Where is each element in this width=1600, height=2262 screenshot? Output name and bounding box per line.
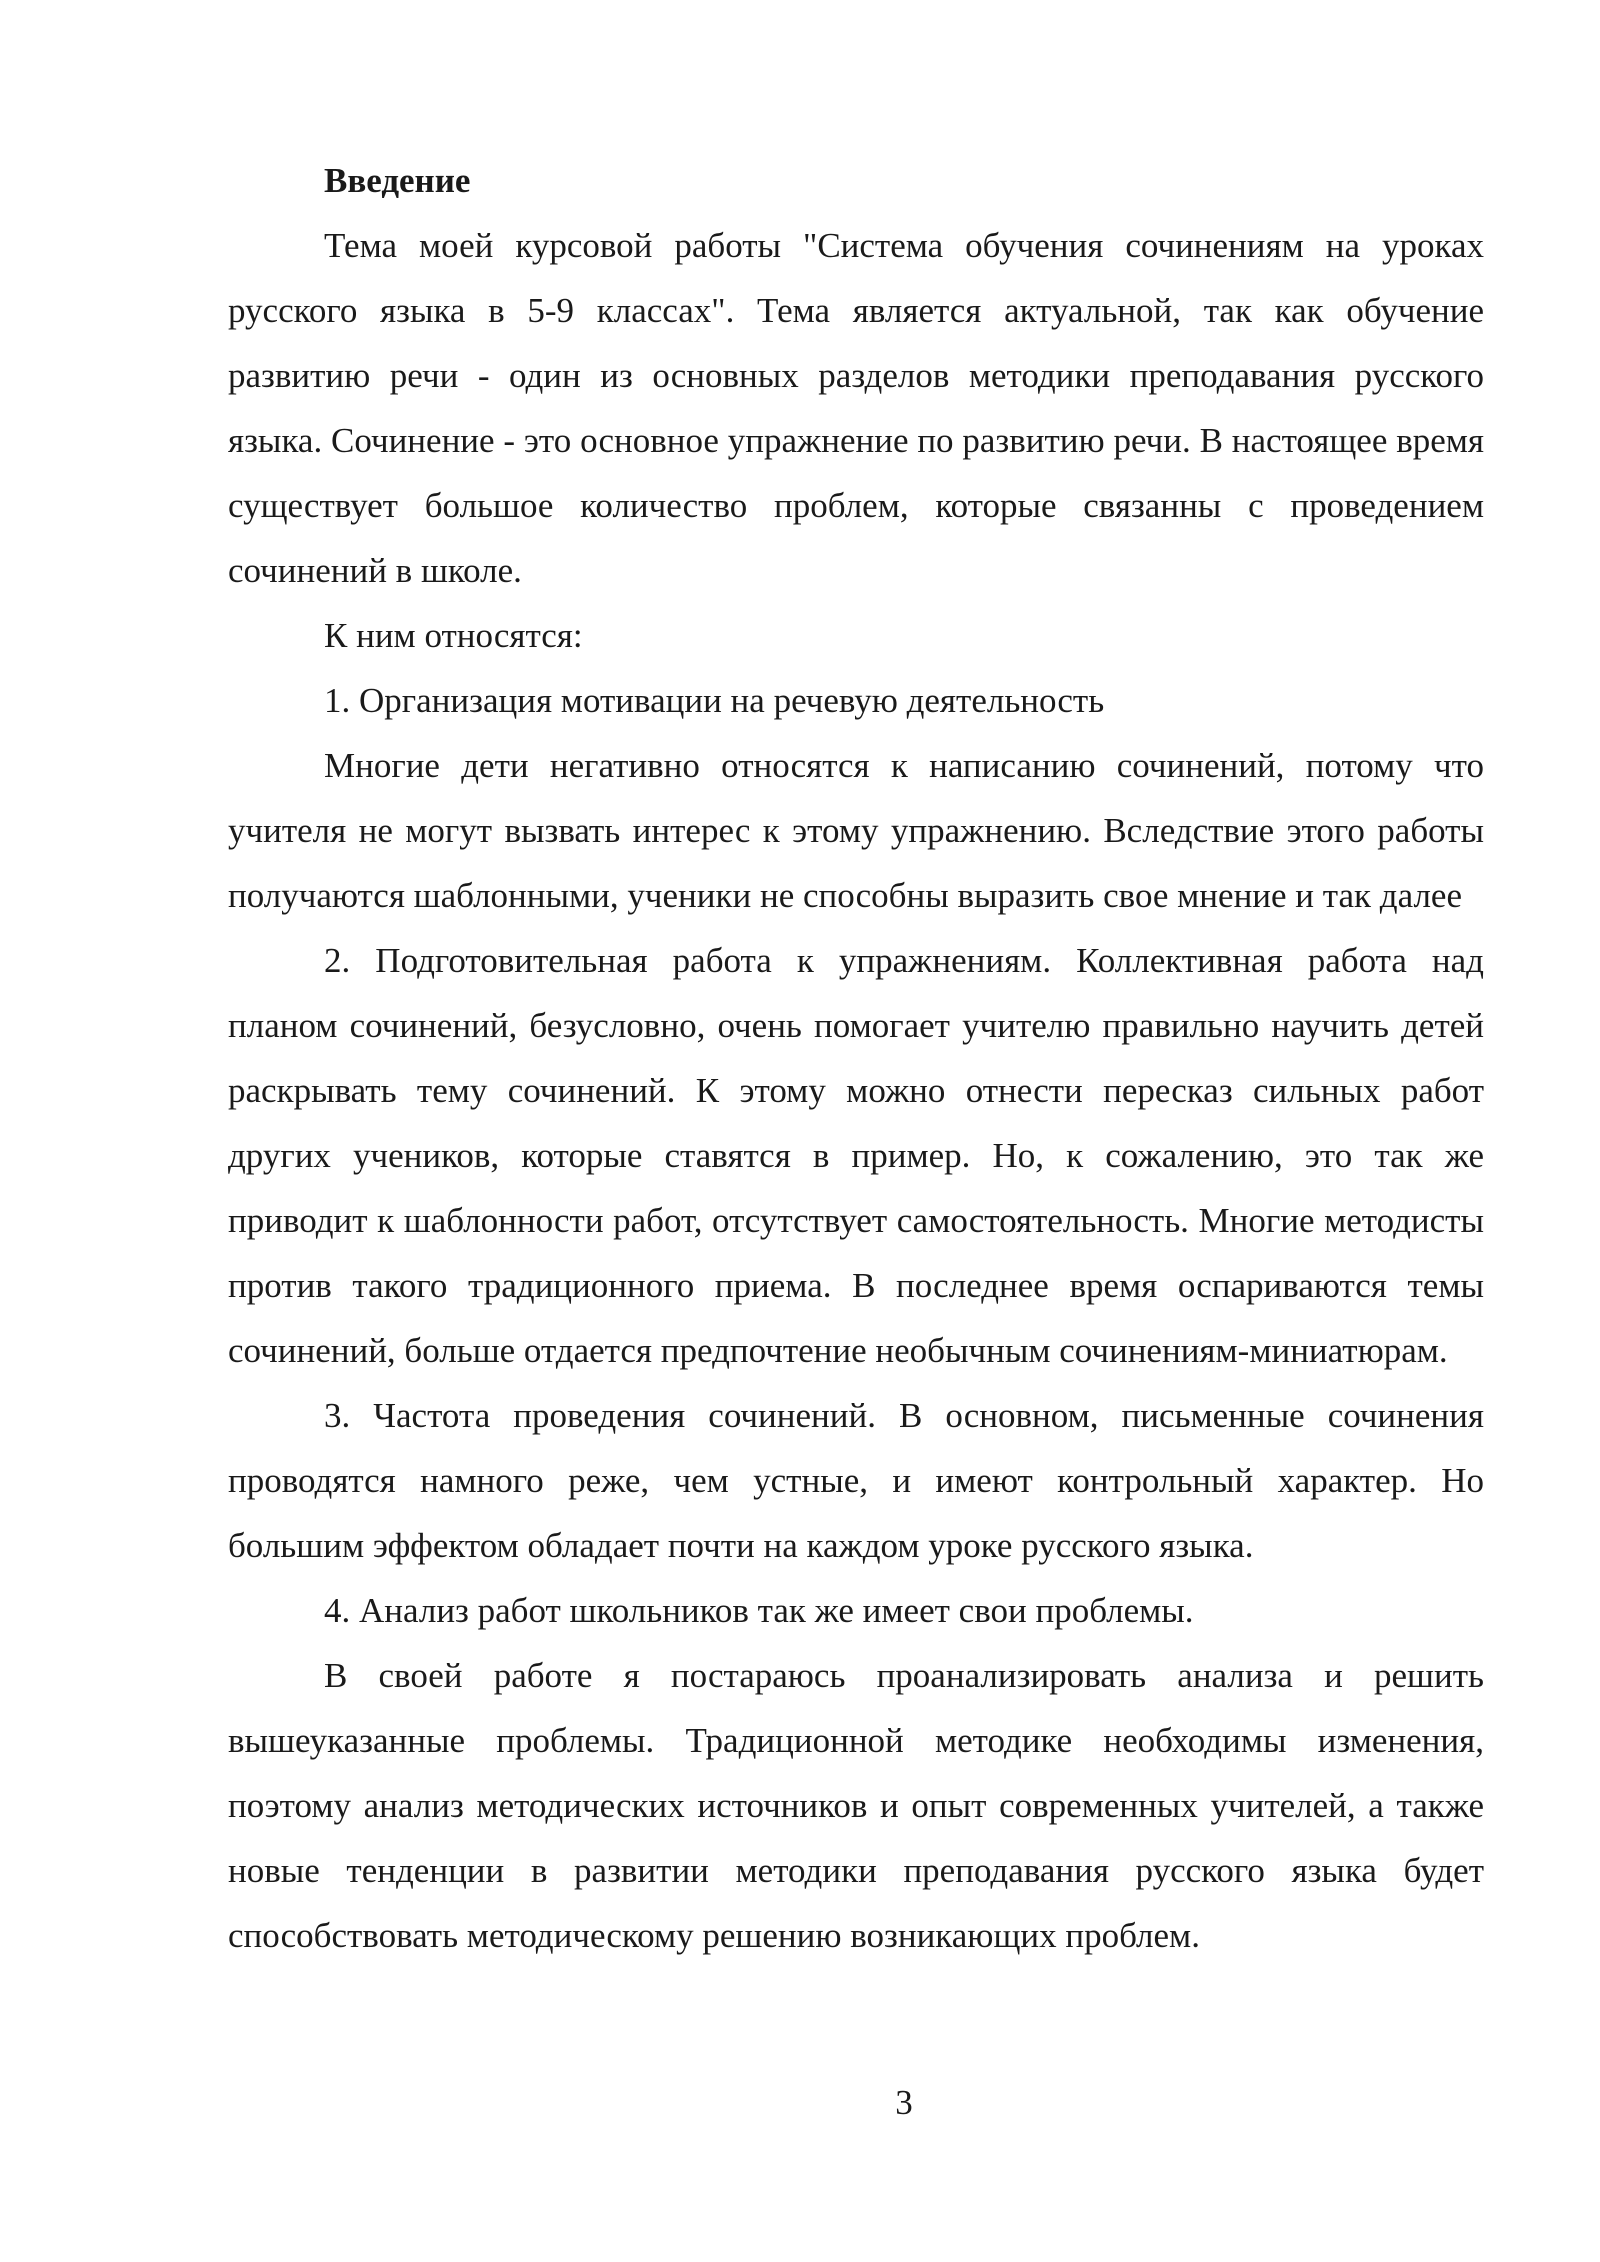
paragraph-item-2: 2. Подготовительная работа к упражнениям. Коллективная работа над планом сочинений, безусловно, очень помогает учителю правильно научить детей раскрывать тему сочинений. К этому можно отнести пересказ сильных работ других учеников, которые ставятся в пример. Но, к сожалению, это так же приводит к шаблонности работ, отсутствует самостоятельность. Многие методисты против такого традиционного приема. В последнее время оспариваются темы сочинений, больше отдается предпочтение необычным сочинениям-миниатюрам.: [228, 941, 1484, 1370]
paragraph-item-3: 3. Частота проведения сочинений. В основном, письменные сочинения проводятся намного реже, чем устные, и имеют контрольный характер. Но большим эффектом обладает почти на каждом уроке русского языка.: [228, 1396, 1484, 1565]
paragraph-item-1: 1. Организация мотивации на речевую деятельность: [324, 681, 1105, 720]
paragraph-item-1-detail: Многие дети негативно относятся к написанию сочинений, потому что учителя не могут вызвать интерес к этому упражнению. Вследствие этого работы получаются шаблонными, ученики не способны выразить свое мнение и так далее: [228, 746, 1484, 915]
page-number: 3: [895, 2083, 913, 2122]
paragraph-conclusion: В своей работе я постараюсь проанализировать анализа и решить вышеуказанные проблемы. Традиционной методике необходимы изменения, поэтому анализ методических источников и опыт современных учителей, а также новые тенденции в развитии методики преподавания русского языка будет способствовать методическому решению возникающих проблем.: [228, 1656, 1484, 1955]
paragraph-intro: Тема моей курсовой работы "Система обучения сочинениям на уроках русского языка в 5-9 классах". Тема является актуальной, так как обучение развитию речи - один из основных разделов методики преподавания русского языка. Сочинение - это основное упражнение по развитию речи. В настоящее время существует большое количество проблем, которые связанны с проведением сочинений в школе.: [228, 226, 1484, 590]
paragraph-list-intro: К ним относятся:: [324, 616, 583, 655]
paragraph-item-4: 4. Анализ работ школьников так же имеет свои проблемы.: [324, 1591, 1194, 1630]
section-heading: Введение: [324, 161, 471, 200]
page-body: [228, 148, 1484, 1968]
